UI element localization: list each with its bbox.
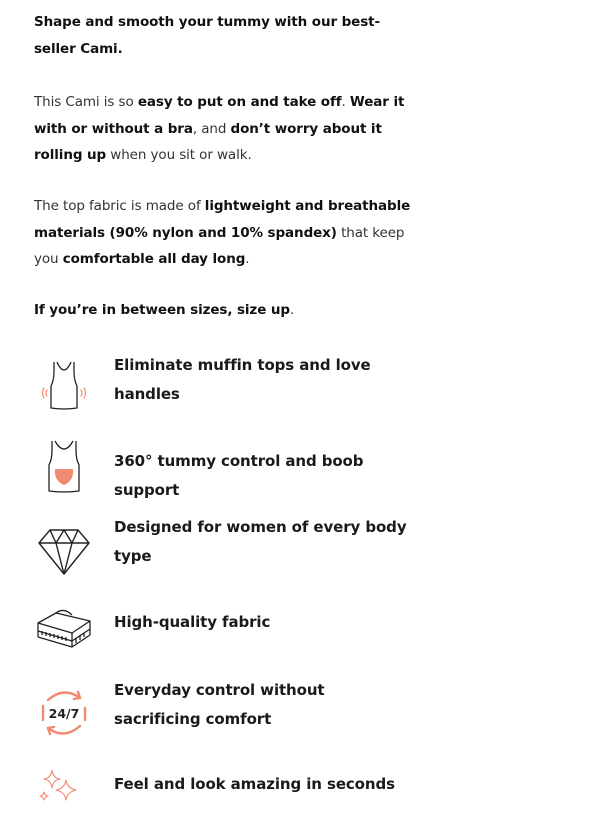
feature-label: Eliminate muffin tops and love handles bbox=[114, 356, 371, 403]
feature-label: Everyday control without sacrificing comfort bbox=[114, 681, 325, 728]
cami-tummy-icon bbox=[34, 437, 94, 497]
cami-compression-icon bbox=[34, 356, 94, 416]
fabric-layers-icon bbox=[34, 601, 94, 661]
24-7-icon-text: 24/7 bbox=[48, 706, 80, 721]
feature-label: Feel and look amazing in seconds bbox=[114, 775, 395, 793]
24-7-icon bbox=[34, 682, 94, 742]
feature-label: Designed for women of every body type bbox=[114, 518, 407, 565]
sizing-note: If you’re in between sizes, size up. bbox=[34, 302, 295, 318]
feature-label: High-quality fabric bbox=[114, 613, 271, 631]
diamond-icon bbox=[34, 522, 94, 582]
feature-label: 360° tummy control and boob support bbox=[114, 452, 364, 499]
intro-paragraph: Shape and smooth your tummy with our best-seller Cami. bbox=[34, 14, 381, 57]
ease-paragraph: This Cami is so easy to put on and take off. Wear it with or without a bra, and don’t worry about it rolling up when you sit or walk. bbox=[34, 94, 405, 163]
sparkle-icon bbox=[34, 770, 94, 830]
fabric-paragraph: The top fabric is made of lightweight and breathable materials (90% nylon and 10% spandex) that keep you comfortable all day long. bbox=[34, 198, 411, 267]
